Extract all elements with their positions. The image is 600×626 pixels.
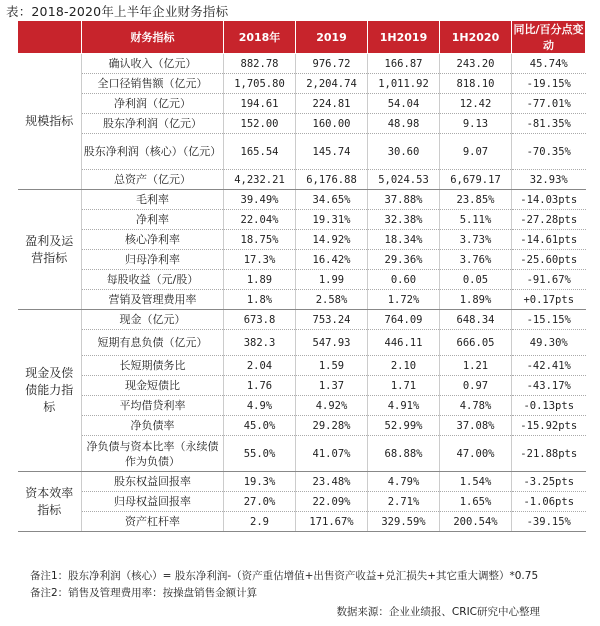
value-1h2020-cell: 666.05 [440,330,512,356]
metric-cell: 净利润（亿元） [82,94,224,114]
value-1h2020-cell: 9.13 [440,114,512,134]
value-2019-cell: 547.93 [296,330,368,356]
value-2018-cell: 55.0% [224,436,296,472]
metric-cell: 总资产（亿元） [82,170,224,190]
metric-cell: 资产杠杆率 [82,512,224,532]
change-cell: -19.15% [512,74,586,94]
change-cell: -15.92pts [512,416,586,436]
value-1h2020-cell: 0.97 [440,376,512,396]
change-cell: -43.17% [512,376,586,396]
value-1h2020-cell: 47.00% [440,436,512,472]
value-2018-cell: 18.75% [224,230,296,250]
value-1h2019-cell: 54.04 [368,94,440,114]
value-1h2019-cell: 329.59% [368,512,440,532]
group-label: 资本效率指标 [18,472,82,532]
table-row [18,436,586,472]
metric-cell: 股东净利润（亿元） [82,114,224,134]
change-cell: -1.06pts [512,492,586,512]
table-row [18,94,586,114]
metric-cell: 核心净利率 [82,230,224,250]
value-2019-cell: 29.28% [296,416,368,436]
value-1h2019-cell: 30.60 [368,134,440,170]
value-1h2019-cell: 37.88% [368,190,440,210]
value-1h2020-cell: 4.78% [440,396,512,416]
change-cell: -39.15% [512,512,586,532]
value-1h2020-cell: 243.20 [440,54,512,74]
value-1h2020-cell: 6,679.17 [440,170,512,190]
value-2018-cell: 45.0% [224,416,296,436]
table-row [18,396,586,416]
table-row [18,210,586,230]
value-2018-cell: 152.00 [224,114,296,134]
value-2019-cell: 171.67% [296,512,368,532]
value-2018-cell: 27.0% [224,492,296,512]
table-title: 表：2018-2020年上半年企业财务指标 [6,4,229,19]
value-2018-cell: 22.04% [224,210,296,230]
change-cell: 32.93% [512,170,586,190]
value-1h2020-cell: 0.05 [440,270,512,290]
value-1h2019-cell: 68.88% [368,436,440,472]
value-2019-cell: 16.42% [296,250,368,270]
value-1h2019-cell: 4.91% [368,396,440,416]
value-2018-cell: 2.9 [224,512,296,532]
value-2019-cell: 1.59 [296,356,368,376]
value-1h2020-cell: 12.42 [440,94,512,114]
value-1h2019-cell: 32.38% [368,210,440,230]
metric-cell: 净负债率 [82,416,224,436]
value-2018-cell: 17.3% [224,250,296,270]
metric-cell: 毛利率 [82,190,224,210]
value-1h2020-cell: 1.54% [440,472,512,492]
value-2018-cell: 19.3% [224,472,296,492]
metric-cell: 归母净利率 [82,250,224,270]
value-1h2019-cell: 1,011.92 [368,74,440,94]
value-2018-cell: 4,232.21 [224,170,296,190]
group-label: 盈利及运营指标 [18,190,82,310]
value-1h2019-cell: 48.98 [368,114,440,134]
metric-cell: 现金（亿元） [82,310,224,330]
change-cell: -14.61pts [512,230,586,250]
value-1h2020-cell: 1.21 [440,356,512,376]
change-cell: -42.41% [512,356,586,376]
table-row [18,74,586,94]
header-cell-group [18,21,82,54]
value-2019-cell: 2,204.74 [296,74,368,94]
header-cell-2019: 2019 [296,21,368,54]
value-1h2019-cell: 52.99% [368,416,440,436]
change-cell: +0.17pts [512,290,586,310]
value-1h2019-cell: 2.71% [368,492,440,512]
group-label: 现金及偿债能力指标 [18,310,82,472]
metric-cell: 股东净利润（核心）（亿元） [82,134,224,170]
table-row [18,356,586,376]
change-cell: -25.60pts [512,250,586,270]
value-2019-cell: 160.00 [296,114,368,134]
table-row [18,190,586,210]
change-cell: 49.30% [512,330,586,356]
value-2018-cell: 1,705.80 [224,74,296,94]
metric-cell: 净负债与资本比率（永续债作为负债） [82,436,224,472]
value-1h2020-cell: 1.65% [440,492,512,512]
value-1h2019-cell: 29.36% [368,250,440,270]
value-2019-cell: 23.48% [296,472,368,492]
value-2018-cell: 1.76 [224,376,296,396]
table-row [18,134,586,170]
value-2019-cell: 4.92% [296,396,368,416]
value-1h2020-cell: 648.34 [440,310,512,330]
value-2019-cell: 6,176.88 [296,170,368,190]
table-row [18,250,586,270]
value-2019-cell: 1.99 [296,270,368,290]
metric-cell: 归母权益回报率 [82,492,224,512]
value-2019-cell: 2.58% [296,290,368,310]
metric-cell: 现金短债比 [82,376,224,396]
change-cell: -21.88pts [512,436,586,472]
change-cell: -27.28pts [512,210,586,230]
metric-cell: 每股收益（元/股） [82,270,224,290]
metric-cell: 全口径销售额（亿元） [82,74,224,94]
change-cell: -91.67% [512,270,586,290]
table-row [18,54,586,74]
metric-cell: 长短期债务比 [82,356,224,376]
change-cell: -0.13pts [512,396,586,416]
header-row [18,21,586,54]
value-2019-cell: 753.24 [296,310,368,330]
value-2019-cell: 1.37 [296,376,368,396]
value-1h2020-cell: 9.07 [440,134,512,170]
metric-cell: 平均借贷利率 [82,396,224,416]
table-row [18,376,586,396]
table-row [18,330,586,356]
table-row [18,310,586,330]
value-1h2020-cell: 3.73% [440,230,512,250]
note-2: 备注2：销售及管理费用率：按操盘销售金额计算 [30,587,258,599]
value-2019-cell: 14.92% [296,230,368,250]
change-cell: -81.35% [512,114,586,134]
value-2019-cell: 22.09% [296,492,368,512]
table-row [18,114,586,134]
value-2018-cell: 39.49% [224,190,296,210]
metric-cell: 短期有息负债（亿元） [82,330,224,356]
value-2018-cell: 882.78 [224,54,296,74]
value-1h2020-cell: 200.54% [440,512,512,532]
change-cell: 45.74% [512,54,586,74]
note-1: 备注1：股东净利润（核心）= 股东净利润-（资产重估增值+出售资产收益+兑汇损失+其它重大调整）*0.75 [30,570,539,582]
metric-cell: 股东权益回报率 [82,472,224,492]
change-cell: -14.03pts [512,190,586,210]
value-1h2019-cell: 0.60 [368,270,440,290]
value-1h2020-cell: 37.08% [440,416,512,436]
value-1h2020-cell: 23.85% [440,190,512,210]
table-row [18,472,586,492]
change-cell: -3.25pts [512,472,586,492]
value-2019-cell: 19.31% [296,210,368,230]
header-cell-2018: 2018年 [224,21,296,54]
value-1h2019-cell: 5,024.53 [368,170,440,190]
table-row [18,270,586,290]
header-cell-1h2020: 1H2020 [440,21,512,54]
value-2018-cell: 673.8 [224,310,296,330]
group-label: 规模指标 [18,54,82,190]
value-1h2020-cell: 3.76% [440,250,512,270]
header-cell-metric: 财务指标 [82,21,224,54]
value-1h2019-cell: 18.34% [368,230,440,250]
value-1h2019-cell: 1.72% [368,290,440,310]
value-2018-cell: 165.54 [224,134,296,170]
value-1h2020-cell: 5.11% [440,210,512,230]
change-cell: -77.01% [512,94,586,114]
table-row [18,290,586,310]
value-2019-cell: 145.74 [296,134,368,170]
value-2018-cell: 1.89 [224,270,296,290]
value-2018-cell: 194.61 [224,94,296,114]
table-row [18,416,586,436]
value-2018-cell: 2.04 [224,356,296,376]
change-cell: -15.15% [512,310,586,330]
data-source: 数据来源：企业业绩报、CRIC研究中心整理 [336,606,540,618]
metric-cell: 营销及管理费用率 [82,290,224,310]
change-cell: -70.35% [512,134,586,170]
table-row [18,512,586,532]
value-2018-cell: 1.8% [224,290,296,310]
financial-indicators-table [17,20,586,532]
value-2019-cell: 224.81 [296,94,368,114]
value-2019-cell: 976.72 [296,54,368,74]
value-2019-cell: 41.07% [296,436,368,472]
table-row [18,170,586,190]
value-1h2019-cell: 4.79% [368,472,440,492]
metric-cell: 确认收入（亿元） [82,54,224,74]
value-1h2020-cell: 818.10 [440,74,512,94]
table-row [18,492,586,512]
value-2019-cell: 34.65% [296,190,368,210]
value-1h2019-cell: 2.10 [368,356,440,376]
value-1h2019-cell: 1.71 [368,376,440,396]
header-cell-change: 同比/百分点变动 [512,21,586,54]
metric-cell: 净利率 [82,210,224,230]
table-row [18,230,586,250]
value-2018-cell: 382.3 [224,330,296,356]
value-1h2019-cell: 764.09 [368,310,440,330]
header-cell-1h2019: 1H2019 [368,21,440,54]
value-1h2020-cell: 1.89% [440,290,512,310]
value-2018-cell: 4.9% [224,396,296,416]
value-1h2019-cell: 446.11 [368,330,440,356]
value-1h2019-cell: 166.87 [368,54,440,74]
